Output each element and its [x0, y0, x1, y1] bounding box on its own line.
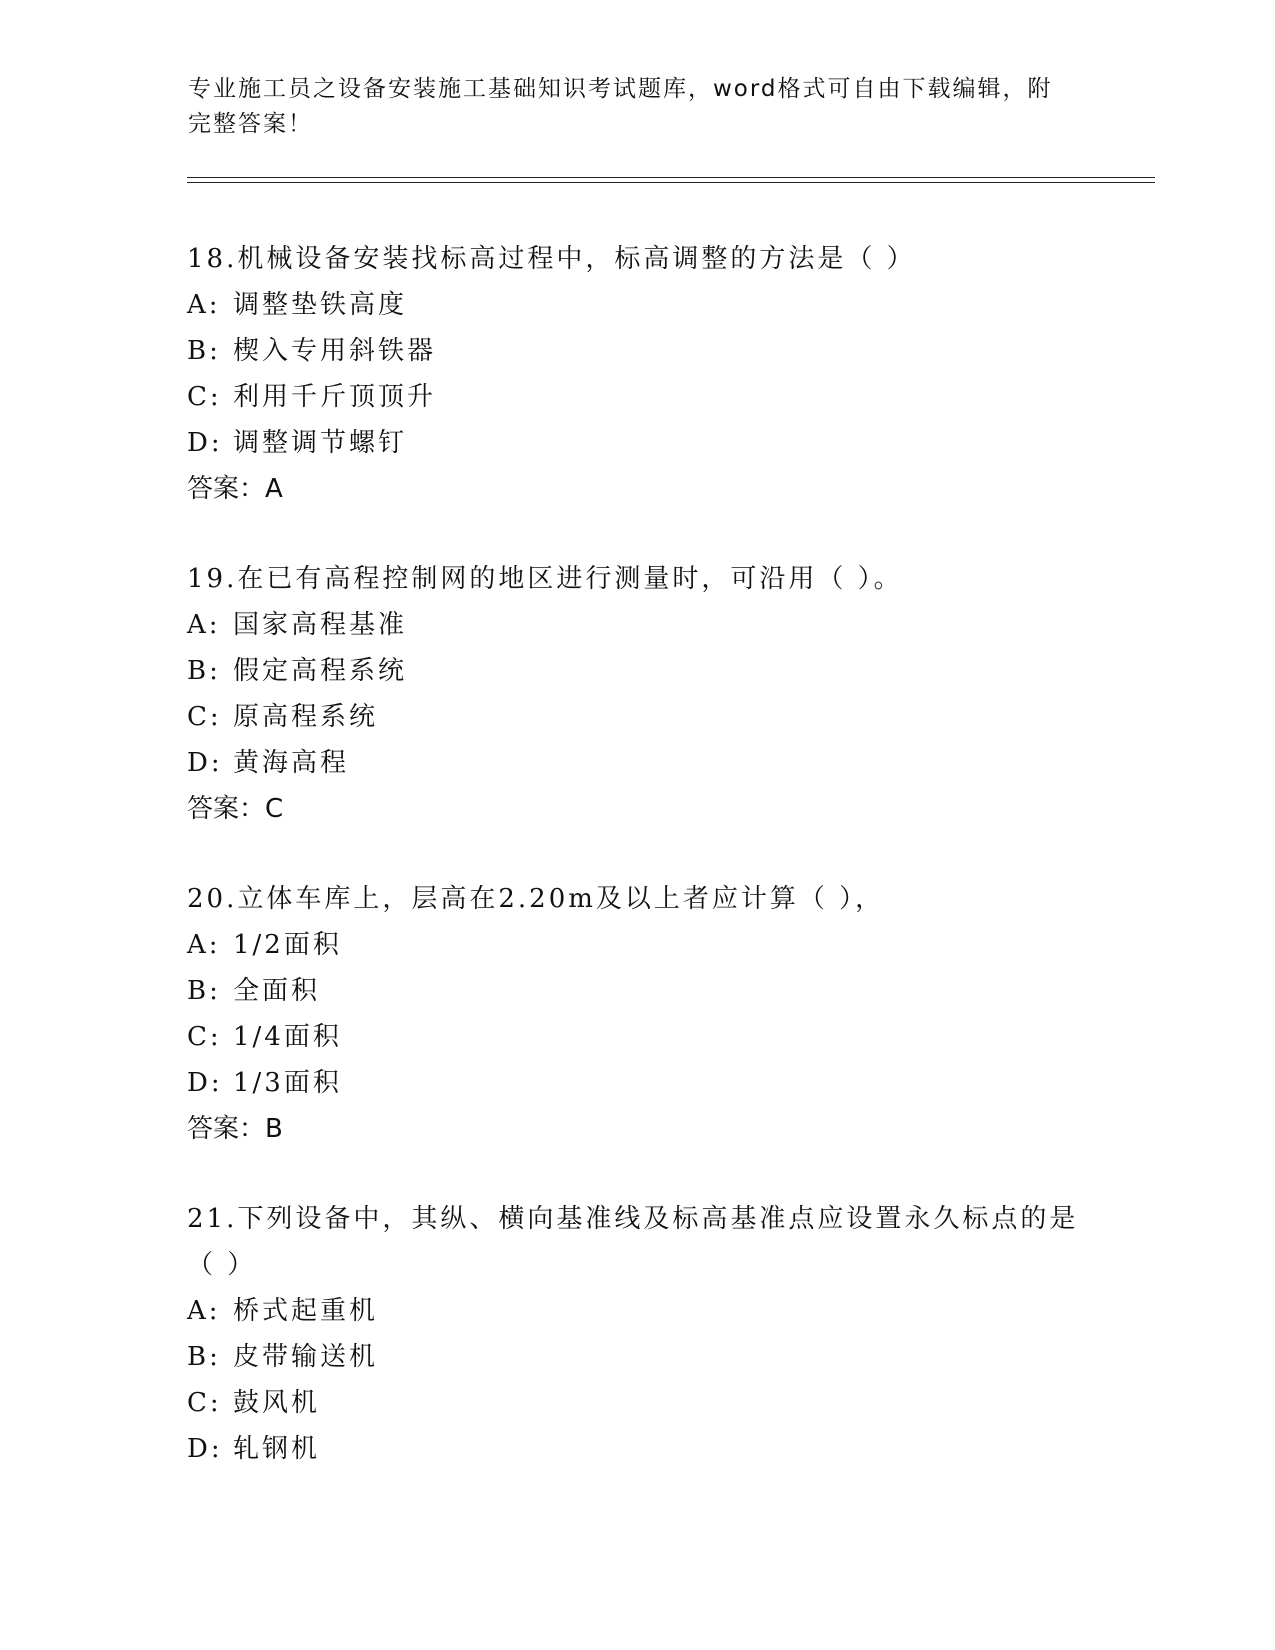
question-stem: 20.立体车库上，层高在2.20m及以上者应计算（ ），	[187, 884, 885, 914]
option-text: 桥式起重机	[233, 1296, 379, 1326]
option-text: 原高程系统	[233, 702, 379, 732]
option-letter: D:	[187, 1068, 223, 1098]
option-a	[187, 602, 1087, 648]
option-c	[187, 694, 1087, 740]
question-stem: 21.下列设备中，其纵、横向基准线及标高基准点应设置永久标点的是（ ）	[187, 1204, 1079, 1280]
option-a	[187, 282, 1087, 328]
option-letter: B:	[187, 1342, 221, 1372]
option-c	[187, 374, 1087, 420]
option-text: 调整调节螺钉	[233, 428, 408, 458]
option-c	[187, 1380, 1087, 1426]
option-text: 皮带输送机	[233, 1342, 379, 1372]
option-letter: B:	[187, 656, 221, 686]
option-letter: C:	[187, 702, 222, 732]
option-text: 鼓风机	[233, 1388, 321, 1418]
option-text: 楔入专用斜铁器	[233, 336, 437, 366]
option-letter: D:	[187, 748, 223, 778]
option-b	[187, 1334, 1087, 1380]
option-d	[187, 740, 1087, 786]
question-21	[187, 1196, 1087, 1472]
question-stem: 19.在已有高程控制网的地区进行测量时，可沿用（ ）。	[187, 564, 903, 594]
option-letter: D:	[187, 428, 223, 458]
option-text: 1/2面积	[233, 930, 342, 960]
option-text: 1/4面积	[233, 1022, 342, 1052]
option-letter: C:	[187, 1022, 222, 1052]
question-20	[187, 876, 1087, 1152]
option-letter: A:	[187, 610, 221, 640]
option-letter: C:	[187, 1388, 222, 1418]
option-text: 轧钢机	[233, 1434, 321, 1464]
answer-label: 答案：C	[187, 794, 284, 824]
option-d	[187, 1426, 1087, 1472]
option-b	[187, 648, 1087, 694]
answer-label: 答案：A	[187, 474, 283, 504]
option-text: 1/3面积	[233, 1068, 342, 1098]
option-letter: C:	[187, 382, 222, 412]
option-letter: A:	[187, 1296, 221, 1326]
option-b	[187, 328, 1087, 374]
option-text: 调整垫铁高度	[233, 290, 408, 320]
option-letter: A:	[187, 290, 221, 320]
answer-label: 答案：B	[187, 1114, 283, 1144]
option-b	[187, 968, 1087, 1014]
question-stem: 18.机械设备安装找标高过程中，标高调整的方法是（ ）	[187, 244, 916, 274]
option-a	[187, 922, 1087, 968]
option-d	[187, 1060, 1087, 1106]
document-header: 专业施工员之设备安装施工基础知识考试题库，word格式可自由下载编辑，附完整答案！	[188, 76, 1053, 137]
header-divider-top	[187, 177, 1155, 178]
option-text: 利用千斤顶顶升	[233, 382, 437, 412]
option-a	[187, 1288, 1087, 1334]
question-18	[187, 236, 1087, 512]
option-c	[187, 1014, 1087, 1060]
option-d	[187, 420, 1087, 466]
option-letter: D:	[187, 1434, 223, 1464]
option-text: 黄海高程	[233, 748, 350, 778]
question-19	[187, 556, 1087, 832]
option-text: 全面积	[233, 976, 321, 1006]
option-letter: A:	[187, 930, 221, 960]
option-text: 国家高程基准	[233, 610, 408, 640]
option-letter: B:	[187, 336, 221, 366]
option-text: 假定高程系统	[233, 656, 408, 686]
option-letter: B:	[187, 976, 221, 1006]
header-divider-bottom	[187, 182, 1155, 183]
